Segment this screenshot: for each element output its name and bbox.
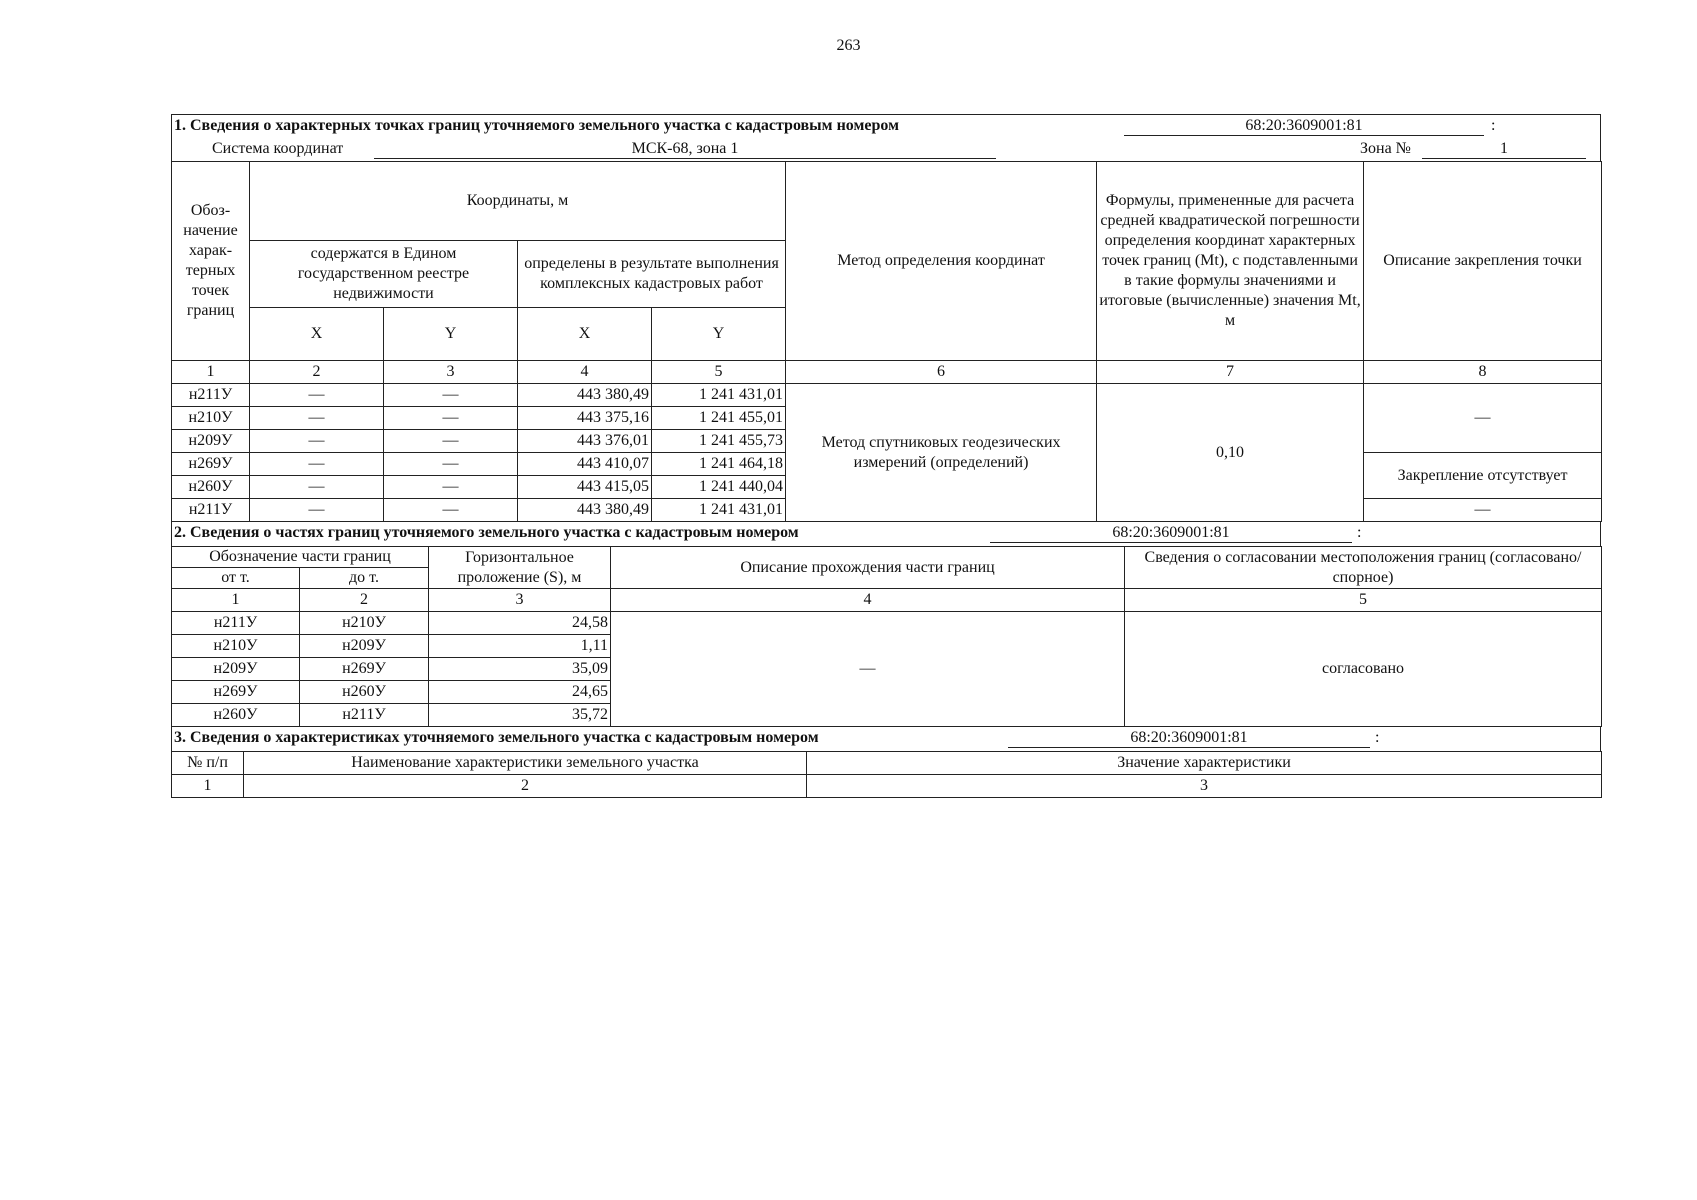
header-from: от т. <box>172 568 300 589</box>
method-value: Метод спутниковых геодезических измерений (определений) <box>786 384 1097 522</box>
header-y1: Y <box>384 308 518 361</box>
header-x1: X <box>250 308 384 361</box>
y-determined: 1 241 431,01 <box>652 384 786 407</box>
coord-system-value: МСК-68, зона 1 <box>374 140 996 159</box>
point-name: н211У <box>172 499 250 522</box>
header-char-value: Значение характеристики <box>807 752 1602 775</box>
section2-cadastral-number: 68:20:3609001:81 <box>990 524 1352 543</box>
section2-colon: : <box>1357 524 1362 541</box>
horizontal-distance: 24,58 <box>429 612 611 635</box>
point-name: н269У <box>172 453 250 476</box>
coord-system-label: Система координат <box>212 140 344 157</box>
zone-value: 1 <box>1422 140 1586 159</box>
section3-title: 3. Сведения о характеристиках уточняемого земельного участка с кадастровым номером <box>174 729 819 746</box>
from-point: н269У <box>172 681 300 704</box>
table-row <box>172 612 1602 635</box>
from-point: н210У <box>172 635 300 658</box>
header-fixing: Описание закрепления точки <box>1364 162 1602 361</box>
section1-colon: : <box>1491 117 1496 134</box>
document <box>171 114 1601 798</box>
page-number: 263 <box>836 37 861 54</box>
section1-heading <box>171 114 1601 161</box>
horizontal-distance: 24,65 <box>429 681 611 704</box>
header-char-name: Наименование характеристики земельного участка <box>244 752 807 775</box>
x-egrn: — <box>250 499 384 522</box>
description-value: — <box>611 612 1125 727</box>
y-egrn: — <box>384 430 518 453</box>
x-determined: 443 376,01 <box>518 430 652 453</box>
section2-title: 2. Сведения о частях границ уточняемого земельного участка с кадастровым номером <box>174 524 799 541</box>
col-number: 3 <box>807 775 1602 798</box>
column-numbers-row <box>172 775 1602 798</box>
y-determined: 1 241 455,73 <box>652 430 786 453</box>
x-determined: 443 415,05 <box>518 476 652 499</box>
header-y2: Y <box>652 308 786 361</box>
header-egrn: содержатся в Едином государственном реестре недвижимости <box>250 241 518 308</box>
agreement-value: согласовано <box>1125 612 1602 727</box>
characteristics-table <box>171 751 1602 798</box>
point-name: н260У <box>172 476 250 499</box>
section3-heading <box>171 727 1601 751</box>
points-table <box>171 161 1602 522</box>
header-coordinates: Координаты, м <box>250 162 786 241</box>
header-formulas: Формулы, примененные для расчета средней квадратической погрешности определения координат характерных точек границ (Mt), с подставленными в такие формулы значениями и итоговые (вычисленные) значения Mt, м <box>1097 162 1364 361</box>
horizontal-distance: 35,72 <box>429 704 611 727</box>
fixing-mid: Закрепление отсутствует <box>1364 453 1602 499</box>
y-determined: 1 241 455,01 <box>652 407 786 430</box>
y-determined: 1 241 440,04 <box>652 476 786 499</box>
point-name: н211У <box>172 384 250 407</box>
header-agreement: Сведения о согласовании местоположения границ (согласовано/спорное) <box>1125 547 1602 589</box>
column-numbers-row <box>172 361 1602 384</box>
y-egrn: — <box>384 499 518 522</box>
header-determined: определены в результате выполнения комплексных кадастровых работ <box>518 241 786 308</box>
to-point: н211У <box>300 704 429 727</box>
header-x2: X <box>518 308 652 361</box>
col-number: 4 <box>611 589 1125 612</box>
col-number: 3 <box>384 361 518 384</box>
x-determined: 443 380,49 <box>518 384 652 407</box>
col-number: 2 <box>250 361 384 384</box>
to-point: н209У <box>300 635 429 658</box>
y-determined: 1 241 431,01 <box>652 499 786 522</box>
y-determined: 1 241 464,18 <box>652 453 786 476</box>
header-part-designation: Обозначение части границ <box>172 547 429 568</box>
y-egrn: — <box>384 384 518 407</box>
col-number: 5 <box>1125 589 1602 612</box>
col-number: 6 <box>786 361 1097 384</box>
x-determined: 443 380,49 <box>518 499 652 522</box>
header-horizontal: Горизонтальное проложение (S), м <box>429 547 611 589</box>
section1-cadastral-number: 68:20:3609001:81 <box>1124 117 1484 136</box>
from-point: н211У <box>172 612 300 635</box>
x-egrn: — <box>250 384 384 407</box>
point-name: н209У <box>172 430 250 453</box>
section1-title: 1. Сведения о характерных точках границ уточняемого земельного участка с кадастровым номером <box>174 117 899 134</box>
col-number: 3 <box>429 589 611 612</box>
horizontal-distance: 1,11 <box>429 635 611 658</box>
x-egrn: — <box>250 430 384 453</box>
col-number: 7 <box>1097 361 1364 384</box>
section3-colon: : <box>1375 729 1380 746</box>
x-egrn: — <box>250 453 384 476</box>
mt-value: 0,10 <box>1097 384 1364 522</box>
from-point: н209У <box>172 658 300 681</box>
to-point: н210У <box>300 612 429 635</box>
x-determined: 443 410,07 <box>518 453 652 476</box>
horizontal-distance: 35,09 <box>429 658 611 681</box>
fixing-top: — <box>1364 384 1602 453</box>
header-method: Метод определения координат <box>786 162 1097 361</box>
point-name: н210У <box>172 407 250 430</box>
to-point: н269У <box>300 658 429 681</box>
column-numbers-row <box>172 589 1602 612</box>
table-row <box>172 384 1602 407</box>
header-description: Описание прохождения части границ <box>611 547 1125 589</box>
y-egrn: — <box>384 407 518 430</box>
section2-heading <box>171 522 1601 546</box>
x-egrn: — <box>250 476 384 499</box>
col-number: 2 <box>300 589 429 612</box>
col-number: 2 <box>244 775 807 798</box>
col-number: 1 <box>172 589 300 612</box>
x-determined: 443 375,16 <box>518 407 652 430</box>
col-number: 1 <box>172 775 244 798</box>
header-to: до т. <box>300 568 429 589</box>
from-point: н260У <box>172 704 300 727</box>
parts-table <box>171 546 1602 727</box>
col-number: 4 <box>518 361 652 384</box>
y-egrn: — <box>384 453 518 476</box>
header-num: № п/п <box>172 752 244 775</box>
header-designation: Обоз- начение харак- терных точек границ <box>172 162 250 361</box>
fixing-bottom: — <box>1364 499 1602 522</box>
x-egrn: — <box>250 407 384 430</box>
col-number: 1 <box>172 361 250 384</box>
to-point: н260У <box>300 681 429 704</box>
y-egrn: — <box>384 476 518 499</box>
col-number: 5 <box>652 361 786 384</box>
col-number: 8 <box>1364 361 1602 384</box>
zone-label: Зона № <box>1360 140 1411 157</box>
section3-cadastral-number: 68:20:3609001:81 <box>1008 729 1370 748</box>
